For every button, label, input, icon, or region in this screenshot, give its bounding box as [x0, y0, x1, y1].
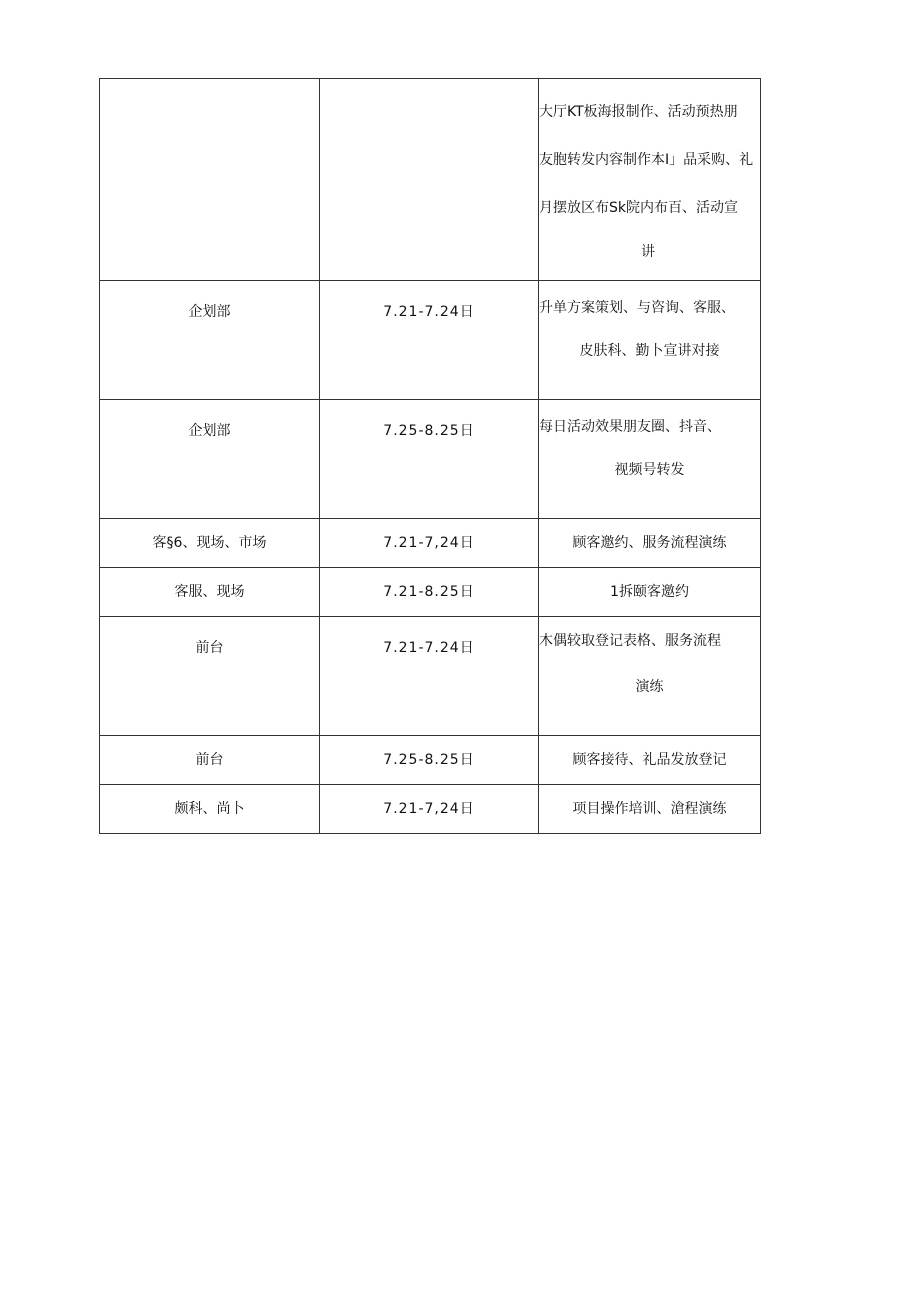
- task-line: 讲: [641, 244, 655, 260]
- dept-cell: 前台: [100, 617, 320, 736]
- dept-cell: 客§6、现场、市场: [100, 519, 320, 568]
- table-row: [100, 736, 761, 785]
- table-row: [100, 617, 761, 736]
- task-cell: [539, 519, 761, 568]
- dept-cell: 企划部: [100, 281, 320, 400]
- table-row: [100, 400, 761, 519]
- task-cell: [539, 617, 761, 736]
- schedule-table: [99, 78, 761, 834]
- table-row: [100, 519, 761, 568]
- date-cell: 7.21-7,24日: [320, 785, 539, 834]
- task-line: 演练: [635, 679, 664, 695]
- task-line: 项目操作培训、滄程演练: [572, 801, 727, 817]
- table-row: [100, 568, 761, 617]
- task-line: 每日活动效果朋友圈、抖音、: [539, 419, 721, 435]
- task-line: 皮肤科、勤卜宣讲对接: [579, 343, 720, 359]
- task-line: 友胞转发内容制作本I」品采购、礼: [539, 152, 754, 168]
- table-row: [100, 281, 761, 400]
- date-cell: 7.25-8.25日: [320, 736, 539, 785]
- task-cell: [539, 79, 761, 281]
- task-cell: [539, 736, 761, 785]
- task-line: 视频号转发: [614, 462, 685, 478]
- task-line: 顾客接待、礼品发放登记: [572, 752, 727, 768]
- task-line: 木偶较取登记表格、服务流程: [539, 633, 721, 649]
- task-cell: [539, 785, 761, 834]
- dept-cell: 企划部: [100, 400, 320, 519]
- task-line: 升单方案策划、与咨询、客服、: [539, 300, 735, 316]
- task-cell: [539, 568, 761, 617]
- dept-cell: [100, 79, 320, 281]
- date-cell: 7.21-7.24日: [320, 617, 539, 736]
- table-row: [100, 785, 761, 834]
- table-row: [100, 79, 761, 281]
- dept-cell: 客服、现场: [100, 568, 320, 617]
- task-line: 月摆放区布Sk院内布百、活动宣: [539, 200, 738, 216]
- task-line: 大厅KT板海报制作、活动预热朋: [539, 104, 738, 120]
- task-cell: [539, 281, 761, 400]
- date-cell: [320, 79, 539, 281]
- task-cell: [539, 400, 761, 519]
- date-cell: 7.21-7,24日: [320, 519, 539, 568]
- date-cell: 7.21-8.25日: [320, 568, 539, 617]
- task-line: 顾客邀约、服务流程演练: [572, 535, 727, 551]
- date-cell: 7.25-8.25日: [320, 400, 539, 519]
- task-line: 1拆颐客邀约: [610, 584, 689, 600]
- dept-cell: 前台: [100, 736, 320, 785]
- dept-cell: 颇科、尚卜: [100, 785, 320, 834]
- date-cell: 7.21-7.24日: [320, 281, 539, 400]
